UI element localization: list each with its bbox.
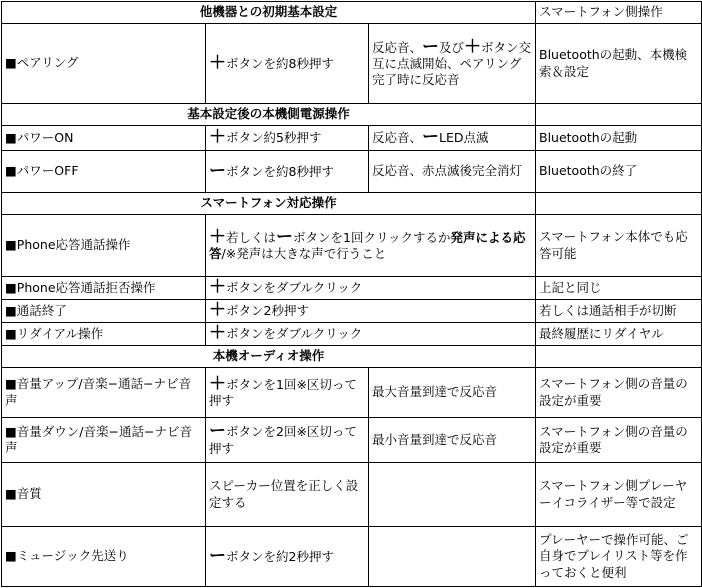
table-row-end-call <box>2 300 702 323</box>
section-heading-initial-setup: 他機器との初期基本設定 <box>2 2 536 24</box>
response-cell <box>369 126 536 151</box>
empty-cell <box>536 346 702 368</box>
phone-cell: Bluetoothの起動 <box>536 126 702 151</box>
row-label: ■Phone応答通話拒否操作 <box>2 277 206 300</box>
minus-button-symbol: ー <box>209 421 226 442</box>
minus-button-symbol: ー <box>209 545 226 566</box>
table-row-quality <box>2 463 702 527</box>
phone-cell: 上記と同じ <box>536 277 702 300</box>
phone-cell: スマートフォン側の音量の設定が重要 <box>536 418 702 463</box>
action-text: 若しくは <box>226 229 277 245</box>
empty-cell <box>536 193 702 215</box>
operation-table <box>1 1 702 587</box>
plus-button-symbol: ＋ <box>209 300 226 321</box>
phone-cell: スマートフォン側プレーヤーイコライザー等で設定 <box>536 463 702 527</box>
action-text: ボタンを約2秒押す <box>226 548 334 564</box>
action-cell <box>206 300 536 323</box>
row-label: ■パワーON <box>2 126 206 151</box>
minus-button-symbol: ー <box>209 160 226 181</box>
action-cell <box>206 126 369 151</box>
table-row-power-off <box>2 151 702 193</box>
response-cell <box>369 24 536 104</box>
row-label: ■音質 <box>2 463 206 527</box>
action-emphasis: 発声による応答 <box>209 229 526 261</box>
action-cell <box>206 323 536 346</box>
row-label: ■リダイアル操作 <box>2 323 206 346</box>
action-text: ボタンを1回クリックするか <box>293 229 451 245</box>
row-label: ■ミュージック先送り <box>2 527 206 587</box>
action-cell <box>206 527 369 587</box>
section-heading-phone: スマートフォン対応操作 <box>2 193 536 215</box>
table-row-power-on <box>2 126 702 151</box>
action-cell <box>206 151 369 193</box>
table-row-skip <box>2 527 702 587</box>
table-row <box>2 2 702 24</box>
action-cell <box>206 24 369 104</box>
action-cell <box>206 418 369 463</box>
action-text: ボタンを1回※区切って押す <box>209 376 357 408</box>
response-text: 反応音、 <box>372 39 423 55</box>
action-cell <box>206 215 536 277</box>
response-text: 反応音、 <box>372 130 423 146</box>
minus-button-symbol: ー <box>422 36 440 57</box>
response-cell: 反応音、赤点滅後完全消灯 <box>369 151 536 193</box>
plus-button-symbol: ＋ <box>209 127 226 148</box>
plus-button-symbol: ＋ <box>209 277 226 298</box>
row-label: ■音量アップ/音楽−通話−ナビ音声 <box>2 368 206 418</box>
action-text: ボタンを約8秒押す <box>226 55 334 71</box>
column-heading-smartphone: スマートフォン側操作 <box>536 2 702 24</box>
plus-button-symbol: ＋ <box>209 323 226 344</box>
action-cell: スピーカー位置を正しく設定する <box>206 463 369 527</box>
action-text: ボタンをダブルクリック <box>226 326 363 342</box>
empty-cell <box>536 104 702 126</box>
plus-button-symbol: ＋ <box>209 226 226 247</box>
action-text: ボタンをダブルクリック <box>226 280 363 296</box>
row-label: ■Phone応答通話操作 <box>2 215 206 277</box>
row-label: ■ペアリング <box>2 24 206 104</box>
phone-cell: Bluetoothの終了 <box>536 151 702 193</box>
row-label: ■通話終了 <box>2 300 206 323</box>
section-heading-audio: 本機オーディオ操作 <box>2 346 536 368</box>
table-row <box>2 193 702 215</box>
response-text: ボタン交互に点滅開始、ペアリング完了時に反応音 <box>372 39 532 88</box>
table-row-reject <box>2 277 702 300</box>
table-row-volume-down <box>2 418 702 463</box>
plus-button-symbol: ＋ <box>464 36 482 57</box>
plus-button-symbol: ＋ <box>209 373 226 394</box>
table-row-redial <box>2 323 702 346</box>
phone-cell: 最終履歴にリダイヤル <box>536 323 702 346</box>
table-row <box>2 346 702 368</box>
minus-button-symbol: ー <box>276 226 294 247</box>
table-row-pairing <box>2 24 702 104</box>
response-cell: 最大音量到達で反応音 <box>369 368 536 418</box>
response-text: 及び <box>439 39 465 55</box>
response-cell <box>369 527 536 587</box>
response-cell <box>369 463 536 527</box>
response-text: LED点滅 <box>439 130 489 146</box>
table-row-volume-up <box>2 368 702 418</box>
phone-cell: スマートフォン側の音量の設定が重要 <box>536 368 702 418</box>
phone-cell: スマートフォン本体でも応答可能 <box>536 215 702 277</box>
action-cell <box>206 368 369 418</box>
action-text: ボタンを2回※区切って押す <box>209 424 357 456</box>
phone-cell: プレーヤーで操作可能、ご自身でプレイリスト等を作っておくと便利 <box>536 527 702 587</box>
response-cell: 最小音量到達で反応音 <box>369 418 536 463</box>
phone-cell: Bluetoothの起動、本機検索＆設定 <box>536 24 702 104</box>
table-row <box>2 104 702 126</box>
action-text: /※発声は大きな声で行うこと <box>221 246 387 261</box>
row-label: ■パワーOFF <box>2 151 206 193</box>
action-cell <box>206 277 536 300</box>
plus-button-symbol: ＋ <box>209 52 226 73</box>
action-text: ボタン2秒押す <box>226 303 309 319</box>
action-text: ボタン約5秒押す <box>226 130 322 146</box>
row-label: ■音量ダウン/音楽−通話−ナビ音声 <box>2 418 206 463</box>
section-heading-power: 基本設定後の本機側電源操作 <box>2 104 536 126</box>
table-row-answer <box>2 215 702 277</box>
action-text: ボタンを約8秒押す <box>226 163 334 179</box>
phone-cell: 若しくは通話相手が切断 <box>536 300 702 323</box>
minus-button-symbol: ー <box>422 127 440 148</box>
